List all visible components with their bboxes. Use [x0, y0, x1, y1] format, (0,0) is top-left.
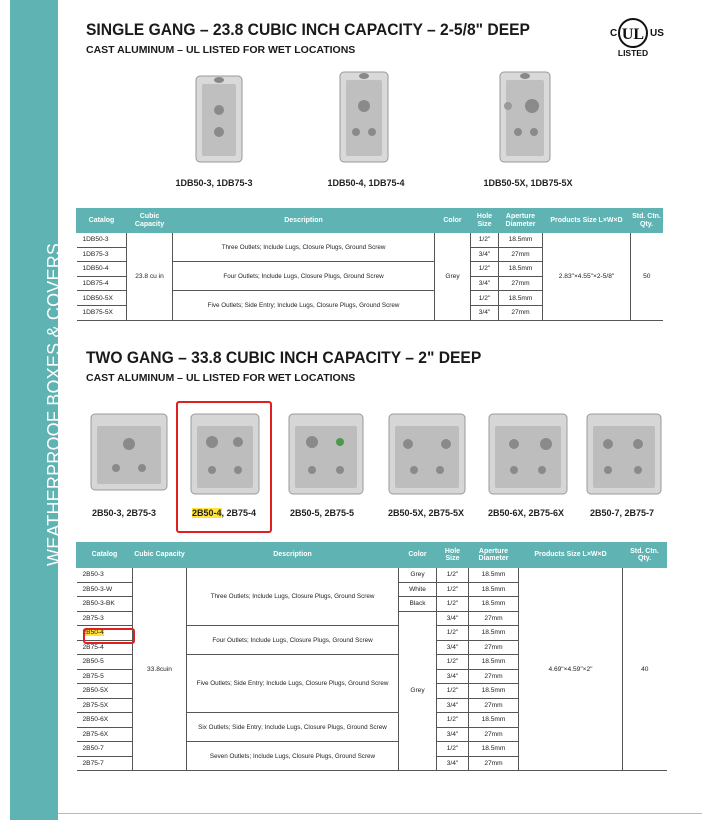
color-cell: Grey [399, 611, 437, 771]
color-cell: White [399, 582, 437, 597]
catalog-cell: 2B75-5 [77, 669, 133, 684]
header-description: Description [173, 209, 435, 233]
catalog-cell: 2B50-3-BK [77, 597, 133, 612]
product-caption: 1DB50-5X, 1DB75-5X [483, 178, 573, 188]
product-caption: 2B50-6X, 2B75-6X [487, 508, 565, 518]
catalog-cell: 2B50-5 [77, 655, 133, 670]
aperture-cell: 18.5mm [469, 713, 519, 728]
hole-cell: 3/4" [471, 247, 499, 262]
size-cell: 4.69"×4.59"×2" [519, 568, 623, 771]
ul-c-mark: C [610, 28, 618, 39]
catalog-cell: 1DB75-4 [77, 276, 127, 291]
aperture-cell: 18.5mm [469, 742, 519, 757]
hole-cell: 1/2" [437, 684, 469, 699]
hole-cell: 3/4" [437, 611, 469, 626]
catalog-cell: 2B50-6X [77, 713, 133, 728]
header-color: Color [435, 209, 471, 233]
header-color: Color [399, 543, 437, 568]
aperture-cell: 27mm [469, 611, 519, 626]
catalog-cell: 1DB75-5X [77, 305, 127, 320]
aperture-cell: 18.5mm [499, 233, 543, 248]
catalog-cell: 1DB50-5X [77, 291, 127, 306]
catalog-cell: 1DB50-4 [77, 262, 127, 277]
header-qty: Std. Ctn. Qty. [623, 543, 667, 568]
catalog-cell: 2B75-4 [77, 640, 133, 655]
hole-cell: 3/4" [471, 276, 499, 291]
single-gang-title: SINGLE GANG – 23.8 CUBIC INCH CAPACITY – 2-5/8" DEEP [86, 20, 531, 39]
aperture-cell: 18.5mm [469, 597, 519, 612]
catalog-cell: 2B75-7 [77, 756, 133, 771]
description-cell: Five Outlets; Side Entry; Include Lugs, Closure Plugs, Ground Screw [187, 655, 399, 713]
selected-product-highlight [176, 401, 272, 533]
catalog-cell: 2B50-3-W [77, 582, 133, 597]
color-cell: Black [399, 597, 437, 612]
hole-cell: 1/2" [437, 742, 469, 757]
aperture-cell: 27mm [499, 305, 543, 320]
color-cell: Grey [399, 568, 437, 583]
aperture-cell: 18.5mm [469, 684, 519, 699]
aperture-cell: 27mm [469, 698, 519, 713]
color-cell: Grey [435, 233, 471, 321]
header-size: Products Size L×W×D [519, 543, 623, 568]
aperture-cell: 18.5mm [469, 582, 519, 597]
ul-us-mark: US [650, 28, 664, 39]
description-cell: Four Outlets; Include Lugs, Closure Plugs, Ground Screw [173, 262, 435, 291]
ul-listed-logo [596, 12, 686, 60]
hole-cell: 1/2" [437, 626, 469, 641]
aperture-cell: 18.5mm [499, 291, 543, 306]
product-caption: 1DB50-3, 1DB75-3 [175, 178, 253, 188]
two-gang-spec-table [76, 542, 667, 771]
header-aperture: Aperture Diameter [469, 543, 519, 568]
sidebar-label: WEATHERPROOF BOXES & COVERS [44, 242, 64, 566]
two-gang-subtitle: CAST ALUMINUM – UL LISTED FOR WET LOCATIONS [86, 372, 356, 384]
single-gang-subtitle: CAST ALUMINUM – UL LISTED FOR WET LOCATIONS [86, 44, 356, 56]
header-hole-size: Hole Size [437, 543, 469, 568]
hole-cell: 3/4" [437, 698, 469, 713]
product-caption: 2B50-7, 2B75-7 [589, 508, 655, 518]
aperture-cell: 18.5mm [469, 655, 519, 670]
product-image-1db-3 [192, 70, 248, 166]
product-image-2b-7 [584, 408, 664, 498]
hole-cell: 3/4" [437, 669, 469, 684]
aperture-cell: 18.5mm [469, 626, 519, 641]
aperture-cell: 27mm [499, 276, 543, 291]
highlighted-catalog-text: 2B50-4 [82, 629, 104, 637]
selected-row-highlight [83, 628, 135, 644]
hole-cell: 1/2" [437, 655, 469, 670]
product-image-2b-5x [386, 408, 468, 498]
qty-cell: 40 [623, 568, 667, 771]
product-caption: 2B50-3, 2B75-3 [91, 508, 157, 518]
hole-cell: 1/2" [437, 713, 469, 728]
header-hole-size: Hole Size [471, 209, 499, 233]
single-gang-spec-table [76, 208, 663, 321]
header-catalog: Catalog [77, 543, 133, 568]
header-capacity: Cubic Capacity [127, 209, 173, 233]
description-cell: Three Outlets; Include Lugs, Closure Plugs, Ground Screw [173, 233, 435, 262]
table-row [77, 233, 663, 248]
header-description: Description [187, 543, 399, 568]
two-gang-title: TWO GANG – 33.8 CUBIC INCH CAPACITY – 2" DEEP [86, 348, 482, 367]
qty-cell: 50 [631, 233, 663, 321]
highlighted-catalog-text: 2B50-4 [191, 508, 222, 518]
aperture-cell: 27mm [499, 247, 543, 262]
catalog-cell: 1DB50-3 [77, 233, 127, 248]
capacity-cell: 23.8 cu in [127, 233, 173, 321]
header-capacity: Cubic Capacity [133, 543, 187, 568]
hole-cell: 1/2" [471, 233, 499, 248]
aperture-cell: 27mm [469, 640, 519, 655]
header-catalog: Catalog [77, 209, 127, 233]
aperture-cell: 18.5mm [499, 262, 543, 277]
description-cell: Six Outlets; Side Entry; Include Lugs, Closure Plugs, Ground Screw [187, 713, 399, 742]
description-cell: Seven Outlets; Include Lugs, Closure Plugs, Ground Screw [187, 742, 399, 771]
product-caption: 2B50-5X, 2B75-5X [387, 508, 465, 518]
hole-cell: 1/2" [471, 262, 499, 277]
product-caption-rest: , 2B75-4 [221, 508, 257, 518]
hole-cell: 1/2" [437, 597, 469, 612]
page-bottom-divider [58, 813, 702, 814]
catalog-cell: 2B50-5X [77, 684, 133, 699]
catalog-cell: 2B75-5X [77, 698, 133, 713]
catalog-cell: 2B75-6X [77, 727, 133, 742]
catalog-cell: 2B50-3 [77, 568, 133, 583]
aperture-cell: 27mm [469, 727, 519, 742]
ul-mark: UL [621, 26, 645, 43]
aperture-cell: 18.5mm [469, 568, 519, 583]
description-cell: Five Outlets; Side Entry; Include Lugs, Closure Plugs, Ground Screw [173, 291, 435, 320]
description-cell: Four Outlets; Include Lugs, Closure Plugs, Ground Screw [187, 626, 399, 655]
product-image-2b-5 [286, 408, 366, 498]
hole-cell: 3/4" [471, 305, 499, 320]
product-caption: 1DB50-4, 1DB75-4 [327, 178, 405, 188]
category-sidebar [10, 0, 64, 820]
hole-cell: 3/4" [437, 756, 469, 771]
aperture-cell: 27mm [469, 669, 519, 684]
product-caption: 2B50-5, 2B75-5 [289, 508, 355, 518]
aperture-cell: 27mm [469, 756, 519, 771]
hole-cell: 1/2" [437, 568, 469, 583]
ul-listed-caption: LISTED [617, 48, 649, 58]
catalog-cell: 2B75-3 [77, 611, 133, 626]
table-row [77, 568, 667, 583]
product-image-2b-6x [486, 408, 570, 498]
description-cell: Three Outlets; Include Lugs, Closure Plugs, Ground Screw [187, 568, 399, 626]
header-qty: Std. Ctn. Qty. [631, 209, 663, 233]
hole-cell: 1/2" [437, 582, 469, 597]
product-image-2b-3 [88, 408, 170, 494]
hole-cell: 3/4" [437, 727, 469, 742]
header-size: Products Size L×W×D [543, 209, 631, 233]
header-aperture: Aperture Diameter [499, 209, 543, 233]
hole-cell: 3/4" [437, 640, 469, 655]
capacity-cell: 33.8cuin [133, 568, 187, 771]
hole-cell: 1/2" [471, 291, 499, 306]
catalog-cell: 2B50-7 [77, 742, 133, 757]
size-cell: 2.83"×4.55"×2-5/8" [543, 233, 631, 321]
product-image-1db-4 [336, 66, 394, 166]
product-image-1db-5x [496, 66, 556, 166]
catalog-cell: 1DB75-3 [77, 247, 127, 262]
